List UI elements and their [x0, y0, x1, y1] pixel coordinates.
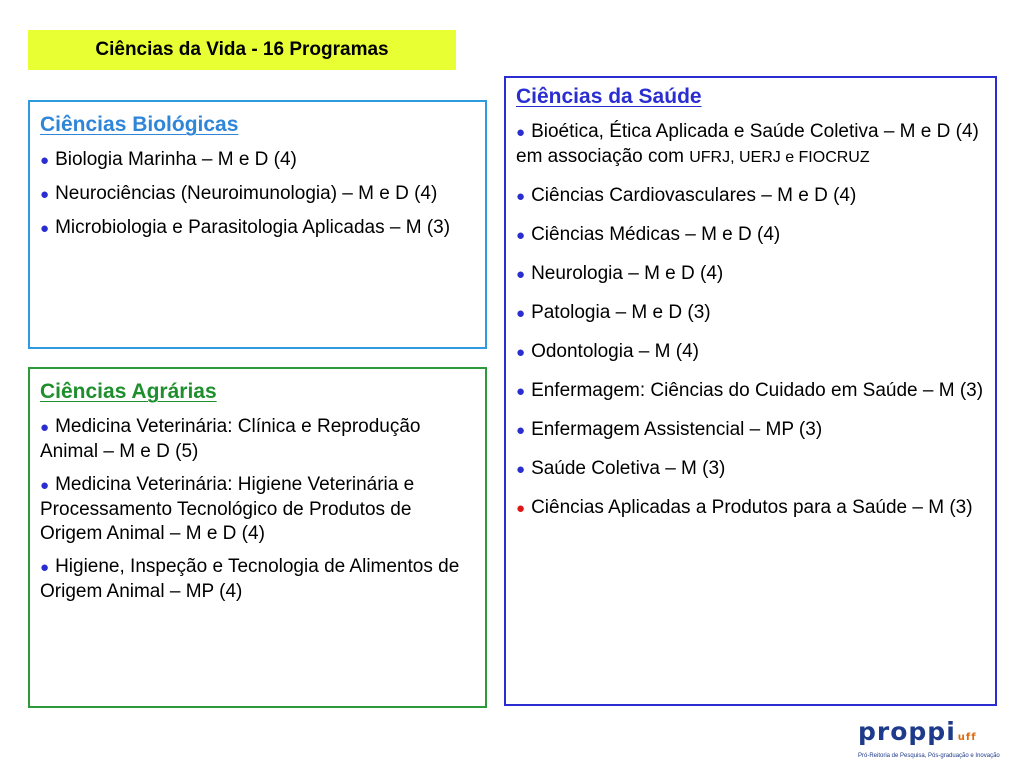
- list-item-text: Medicina Veterinária: Higiene Veterinária e Processamento Tecnológico de Produtos de Origem Animal – M e D (4): [40, 474, 415, 544]
- list-item-text: Bioética, Ética Aplicada e Saúde Coletiva – M e D (4) em associação com: [516, 121, 979, 167]
- list-item: [516, 379, 985, 404]
- list-item-text: Microbiologia e Parasitologia Aplicadas – M (3): [55, 217, 451, 238]
- list-item-text: Enfermagem Assistencial – MP (3): [531, 419, 823, 440]
- list-item-text: Higiene, Inspeção e Tecnologia de Alimentos de Origem Animal – MP (4): [40, 556, 460, 602]
- bullet-icon: ●: [40, 477, 50, 494]
- bullet-icon: ●: [516, 383, 526, 400]
- list-item-text: Neurologia – M e D (4): [531, 263, 724, 284]
- list-item-text: Medicina Veterinária: Clínica e Reprodução Animal – M e D (5): [40, 416, 421, 462]
- agrarias-list: [40, 415, 475, 604]
- list-item: [40, 216, 475, 241]
- list-item-text: Saúde Coletiva – M (3): [531, 458, 726, 479]
- bullet-icon: ●: [516, 266, 526, 283]
- list-item: [516, 184, 985, 209]
- logo-wordmark: [858, 718, 988, 752]
- bullet-icon: ●: [516, 344, 526, 361]
- list-item: [516, 223, 985, 248]
- bullet-icon: ●: [516, 227, 526, 244]
- bullet-icon: ●: [40, 152, 50, 169]
- biologicas-list: [40, 148, 475, 241]
- list-item-text: Ciências Cardiovasculares – M e D (4): [531, 185, 857, 206]
- list-item: [40, 415, 475, 464]
- list-item-text: Enfermagem: Ciências do Cuidado em Saúde – M (3): [531, 380, 984, 401]
- list-item: [516, 418, 985, 443]
- proppi-logo: [858, 717, 1000, 762]
- list-item: [516, 457, 985, 482]
- bullet-icon: ●: [40, 419, 50, 436]
- biologicas-heading: Ciências Biológicas: [40, 113, 239, 136]
- bullet-icon: ●: [516, 188, 526, 205]
- list-item: [516, 301, 985, 326]
- list-item: [516, 120, 985, 170]
- list-item: [516, 496, 985, 521]
- list-item: [40, 473, 475, 546]
- list-item: [516, 262, 985, 287]
- bullet-icon: ●: [516, 422, 526, 439]
- bullet-icon: ●: [516, 461, 526, 478]
- list-item-text: Patologia – M e D (3): [531, 302, 711, 323]
- list-item: [40, 555, 475, 604]
- saude-box: [504, 76, 997, 706]
- list-item: [40, 182, 475, 207]
- list-item: [516, 340, 985, 365]
- bullet-icon: ●: [40, 186, 50, 203]
- list-item-text: Odontologia – M (4): [531, 341, 699, 362]
- bullet-icon: ●: [516, 305, 526, 322]
- bullet-icon: ●: [40, 559, 50, 576]
- agrarias-heading: Ciências Agrárias: [40, 380, 217, 403]
- slide-title: Ciências da Vida - 16 Programas: [28, 30, 456, 70]
- list-item-text: Ciências Médicas – M e D (4): [531, 224, 781, 245]
- list-item-partners: UFRJ, UERJ e FIOCRUZ: [689, 149, 870, 166]
- logo-tagline: Pró-Reitoria de Pesquisa, Pós-graduação e Inovação: [858, 753, 1000, 759]
- bullet-icon: ●: [516, 124, 526, 141]
- saude-heading: Ciências da Saúde: [516, 85, 702, 108]
- list-item-text: Neurociências (Neuroimunologia) – M e D (4): [55, 183, 438, 204]
- logo-word: proppi: [858, 717, 956, 746]
- saude-list: [516, 120, 985, 521]
- list-item: [40, 148, 475, 173]
- agrarias-box: [28, 367, 487, 708]
- biologicas-box: [28, 100, 487, 349]
- list-item-text: Biologia Marinha – M e D (4): [55, 149, 297, 170]
- bullet-red-icon: ●: [516, 500, 526, 517]
- bullet-icon: ●: [40, 220, 50, 237]
- list-item-text: Ciências Aplicadas a Produtos para a Saúde – M (3): [531, 497, 973, 518]
- logo-suffix: uff: [957, 732, 977, 743]
